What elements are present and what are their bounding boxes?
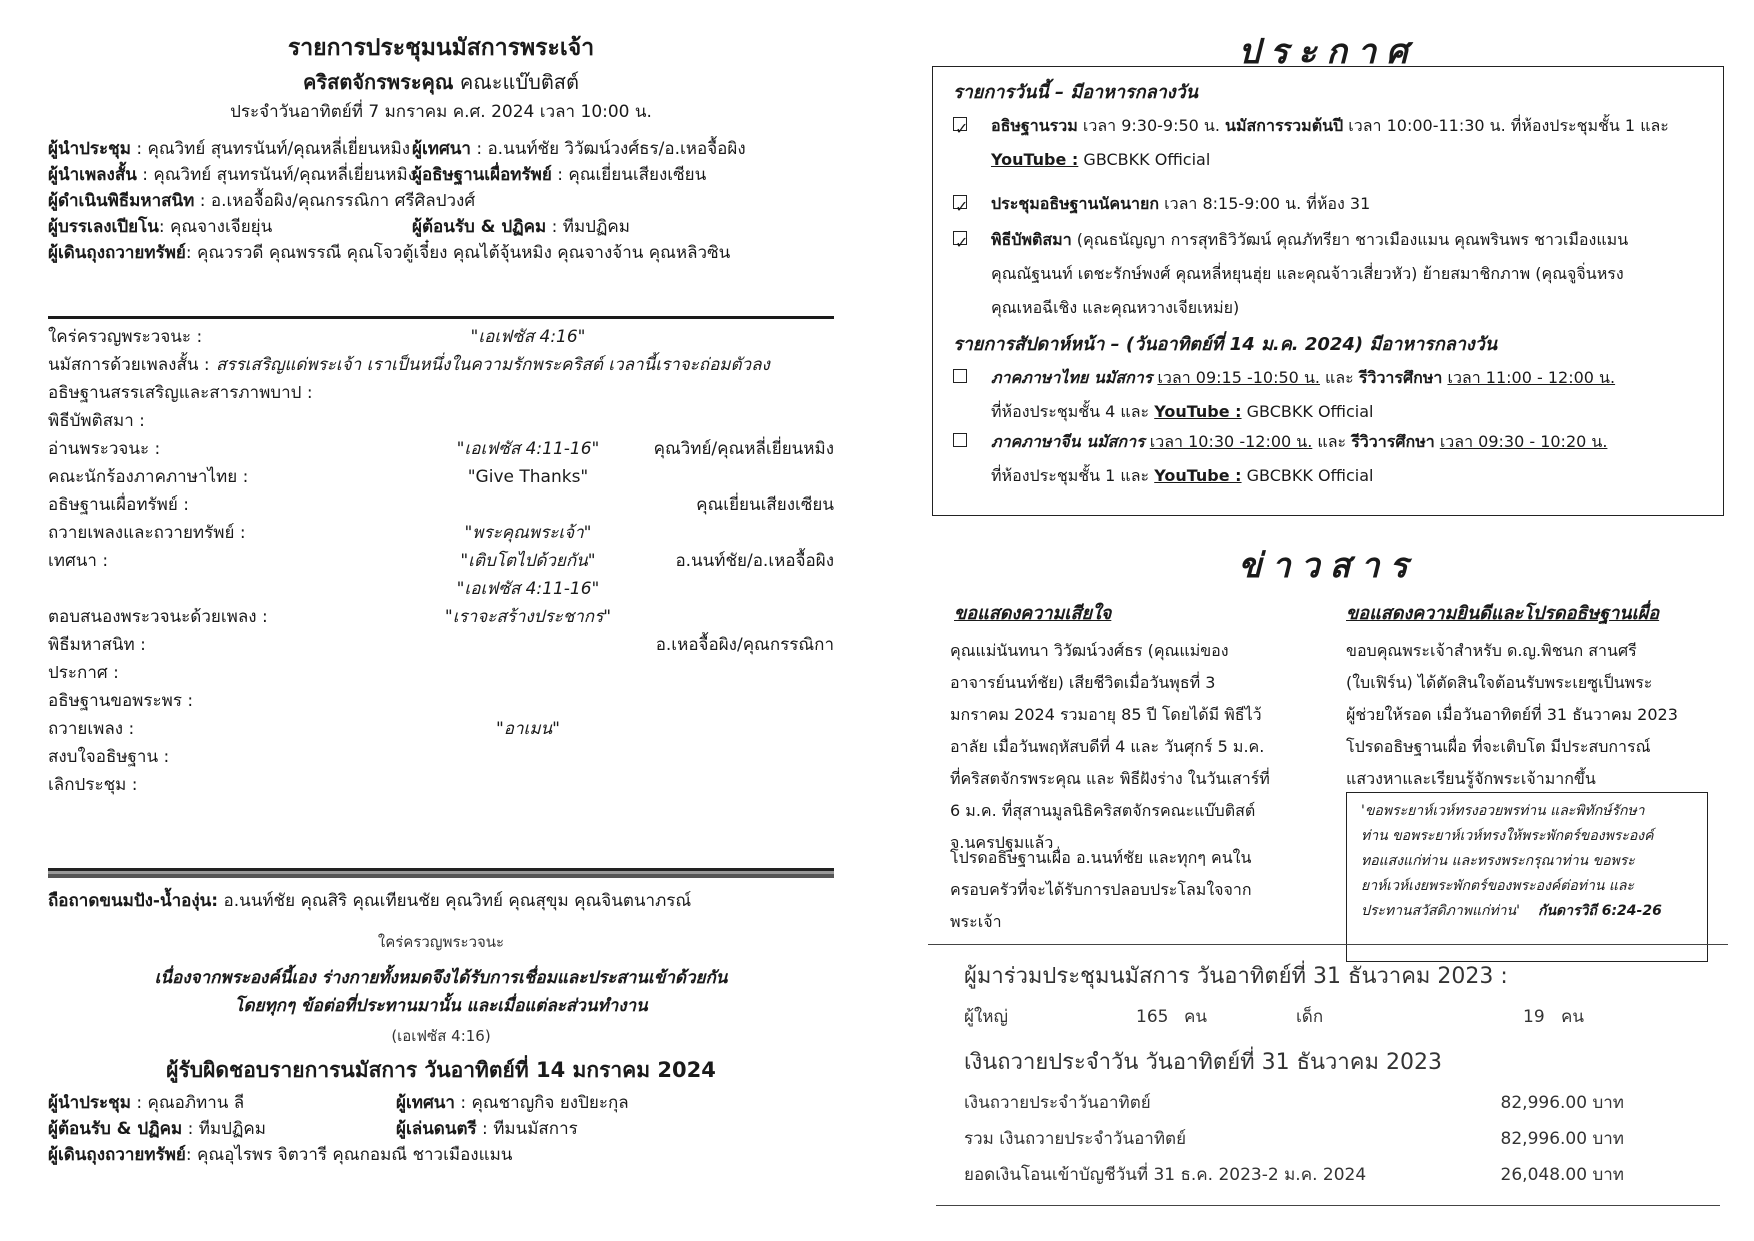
announcement-bold: อธิษฐานรวม	[991, 116, 1078, 135]
service-item-label: สงบใจอธิษฐาน :	[48, 747, 170, 767]
next-person-row	[48, 1142, 834, 1168]
checkbox-icon	[953, 231, 967, 245]
condolence-line: พระเจ้า	[950, 912, 1002, 931]
person-role-label	[48, 191, 475, 211]
service-item-label: คณะนักร้องภาคภาษาไทย :	[48, 467, 249, 487]
service-item-detail: สรรเสริญแด่พระเจ้า เราเป็นหนึ่งในความรักพระคริสต์ เวลานี้เราจะถ่อมตัวลง	[216, 355, 770, 375]
blessing-verse-line: ทอแสงแก่ท่าน และทรงพระกรุณาท่าน ขอพระ	[1361, 853, 1635, 869]
announcement-time: เวลา 10:30 -12:00 น.	[1149, 432, 1313, 451]
role-value: : คุณอุไรพร จิตวารี คุณกอมณี ชาวเมืองแมน	[185, 1145, 513, 1165]
next-week-heading: รายการสัปดาห์หน้า – (วันอาทิตย์ที่ 14 ม.ค. 2024) มีอาหารกลางวัน	[953, 334, 1498, 355]
congrats-heading: ขอแสดงความยินดีและโปรดอธิษฐานเผื่อ	[1346, 603, 1660, 624]
announcement-detail: และ	[1319, 368, 1359, 387]
announcement-detail: คุณณัฐนนท์ เตชะรักษ์พงศ์ คุณหลี่หยุนฮุ่ย และคุณจ้าวเสี่ยวหัว) ย้ายสมาชิกภาพ (คุณจูจิ่นหรง	[991, 264, 1624, 283]
service-item	[48, 434, 834, 464]
role-name: ผู้เดินถุงถวายทรัพย์	[48, 243, 186, 263]
service-item-label: เลิกประชุม :	[48, 775, 138, 795]
offering-label: ยอดเงินโอนเข้าบัญชีวันที่ 31 ธ.ค. 2023-2 ม.ค. 2024	[964, 1165, 1367, 1185]
offering-row	[964, 1092, 1624, 1114]
service-item	[48, 518, 834, 548]
next-week-title: ผู้รับผิดชอบรายการนมัสการ วันอาทิตย์ที่ 14 มกราคม 2024	[166, 1058, 716, 1082]
condolence-line: ที่คริสตจักรพระคุณ และ พิธีฝังร่าง ในวันเสาร์ที่	[950, 769, 1270, 788]
role-name: ผู้บรรเลงเปียโน	[48, 217, 159, 237]
announcement-detail: GBCBKK Official	[1241, 466, 1374, 485]
congrats-line: แสวงหาและเรียนรู้จักพระเจ้ามากขึ้น	[1346, 769, 1596, 788]
announcement-detail: เวลา 9:30-9:50 น.	[1077, 116, 1226, 135]
role-name: ผู้เทศนา	[412, 139, 471, 159]
service-item-label: พิธีบัพติสมา :	[48, 411, 145, 431]
service-item	[48, 770, 834, 800]
congrats-text	[1346, 635, 1716, 795]
next-person-role-label	[48, 1119, 266, 1139]
child-unit: คน	[1561, 1007, 1584, 1027]
role-value: : ทีมนมัสการ	[476, 1119, 578, 1139]
person-row	[48, 214, 834, 240]
condolence-line: คุณแม่นันทนา วิวัฒน์วงศ์ธร (คุณแม่ของ	[950, 641, 1229, 660]
person-role-label-2	[412, 162, 706, 188]
adult-unit: คน	[1184, 1007, 1207, 1027]
next-person-role-label-2	[396, 1090, 629, 1116]
service-item	[48, 742, 834, 772]
congrats-line: (ใบเฟิร์น) ได้ตัดสินใจต้อนรับพระเยซูเป็นพระ	[1346, 673, 1653, 692]
order-of-service	[48, 30, 834, 1220]
service-item	[48, 406, 834, 436]
checkbox-icon	[953, 195, 967, 209]
verse-line-1: เนื่องจากพระองค์นี้เอง ร่างกายทั้งหมดจึงได้รับการเชื่อมและประสานเข้าด้วยกัน	[154, 968, 728, 988]
announcement-bold: นมัสการรวมต้นปี	[1225, 116, 1344, 135]
service-item-label: ถวายเพลง :	[48, 719, 135, 739]
next-person-row	[48, 1116, 834, 1142]
person-row	[48, 162, 834, 188]
person-role-label-2	[412, 214, 630, 240]
role-value: : คุณเยี่ยนเสียงเซียน	[551, 165, 707, 185]
person-row	[48, 240, 834, 266]
service-item-label: ตอบสนองพระวจนะด้วยเพลง :	[48, 607, 268, 627]
person-row	[48, 188, 834, 214]
divider	[928, 944, 1728, 945]
announcement-line	[991, 459, 1713, 493]
condolence-heading: ขอแสดงความเสียใจ	[954, 603, 1112, 624]
offering-row	[964, 1164, 1624, 1186]
role-value: : คุณจางเจียยุ่น	[158, 217, 273, 237]
divider	[48, 316, 834, 319]
divider	[936, 1205, 1720, 1206]
service-item-label: อธิษฐานสรรเสริญและสารภาพบาป :	[48, 383, 313, 403]
service-item-label: อธิษฐานเผื่อทรัพย์ :	[48, 495, 189, 515]
meditate-title: ใคร่ครวญพระวจนะ	[377, 933, 505, 951]
service-item	[48, 350, 834, 380]
announcement-line	[991, 257, 1713, 291]
condolence-line: อาลัย เมื่อวันพฤหัสบดีที่ 4 และ วันศุกร์ 5 ม.ค.	[950, 737, 1265, 756]
service-item	[48, 630, 834, 660]
announcement-line: คุณเหอฉีเชิง และคุณหวางเจียเหม่ย)	[991, 298, 1240, 317]
service-item-label: ประกาศ :	[48, 663, 119, 683]
announcement-text	[991, 187, 1713, 221]
role-name: ผู้นำประชุม	[48, 139, 131, 159]
announcement-line	[991, 187, 1713, 221]
divider-thick	[48, 868, 834, 878]
next-person-role-label	[48, 1145, 512, 1165]
congrats-line: โปรดอธิษฐานเผื่อ ที่จะเติบโต มีประสบการณ์	[1346, 737, 1651, 756]
checkbox-icon	[953, 117, 967, 131]
child-count: 19	[1523, 1007, 1545, 1027]
announcement-detail: GBCBKK Official	[1078, 150, 1211, 169]
announcement-bold: พิธีบัพติสมา	[991, 230, 1072, 249]
service-item-label: ถวายเพลงและถวายทรัพย์ :	[48, 523, 246, 543]
service-item-label: อธิษฐานขอพระพร :	[48, 691, 194, 711]
blessing-verse-line: ยาห์เวห์เงยพระพักตร์ของพระองค์ต่อท่าน และ	[1361, 878, 1634, 894]
announcement-bold: รีวิวารศึกษา	[1351, 432, 1435, 451]
service-item	[48, 546, 834, 576]
role-name: ผู้ดำเนินพิธีมหาสนิท	[48, 191, 195, 211]
person-row	[48, 136, 834, 162]
person-role-label	[48, 243, 730, 263]
offering-amount: 26,048.00 บาท	[1500, 1165, 1624, 1185]
youtube-link: YouTube :	[991, 150, 1079, 169]
announcement-line	[991, 395, 1713, 429]
announcement-line	[991, 425, 1713, 459]
service-item	[48, 574, 834, 604]
condolence-line: โปรดอธิษฐานเผื่อ อ.นนท์ชัย และทุกๆ คนใน	[950, 848, 1252, 867]
blessing-verse-ref: กันดารวิถี 6:24-26	[1537, 903, 1662, 919]
service-item-detail: "เอเฟซัส 4:11-16"	[456, 439, 600, 459]
service-item-label: ใคร่ครวญพระวจนะ :	[48, 327, 203, 347]
service-title: รายการประชุมนมัสการพระเจ้า	[287, 35, 595, 61]
youtube-link: YouTube :	[1154, 402, 1242, 421]
condolence-line: 6 ม.ค. ที่สุสานมูลนิธิคริสตจักรคณะแบ๊บติสต์	[950, 801, 1256, 820]
communion-servers	[48, 888, 691, 914]
role-value: : คุณวิทย์ สุนทรนันท์/คุณหลี่เยี่ยนหมิง	[130, 139, 411, 159]
role-name: ผู้ต้อนรับ & ปฏิคม	[412, 217, 547, 237]
announcement-text	[991, 223, 1713, 325]
service-item-leader: คุณวิทย์/คุณหลี่เยี่ยนหมิง	[653, 439, 834, 459]
blessing-verse	[1346, 792, 1708, 962]
service-item-label: อ่านพระวจนะ :	[48, 439, 161, 459]
offering-amount: 82,996.00 บาท	[1500, 1129, 1624, 1149]
service-items	[48, 322, 834, 862]
announcement-text	[991, 361, 1713, 429]
announcement-detail: GBCBKK Official	[1241, 402, 1374, 421]
condolence-line: ครอบครัวที่จะได้รับการปลอบประโลมใจจาก	[950, 880, 1252, 899]
service-item-leader: คุณเยี่ยนเสียงเซียน	[696, 495, 834, 515]
condolence-line: อาจารย์นนท์ชัย) เสียชีวิตเมื่อวันพุธที่ 3	[950, 673, 1216, 692]
announcement-time: เวลา 09:15 -10:50 น.	[1157, 368, 1320, 387]
announcement-detail: (คุณธนัญญา การสุทธิวิวัฒน์ คุณภัทรียา ชาวเมืองแมน คุณพรินพร ชาวเมืองแมน	[1071, 230, 1629, 249]
role-value: : อ.นนท์ชัย วิวัฒน์วงศ์ธร/อ.เหอจื้อผิง	[470, 139, 746, 159]
person-role-label	[48, 165, 416, 185]
church-name	[48, 66, 834, 98]
communion-label: ถือถาดขนมปัง-น้ำองุ่น:	[48, 891, 219, 911]
person-role-label	[48, 217, 272, 237]
announcement-bold: ประชุมอธิษฐานนัคนายก	[991, 194, 1160, 213]
role-value: : คุณชาญกิจ ยงปิยะกุล	[454, 1093, 629, 1113]
announcement-line	[991, 223, 1713, 257]
blessing-verse-text	[1361, 799, 1693, 924]
service-item-detail: "อาเมน"	[495, 719, 561, 739]
next-person-role-label-2	[396, 1116, 578, 1142]
role-name: ผู้นำเพลงสั้น	[48, 165, 137, 185]
announcement-detail: เวลา 10:00-11:30 น. ที่ห้องประชุมชั้น 1 และ	[1343, 116, 1669, 135]
announcement-time: เวลา 09:30 - 10:20 น.	[1439, 432, 1608, 451]
service-item-leader: อ.นนท์ชัย/อ.เหอจื้อผิง	[675, 551, 834, 571]
announcement-detail: ที่ห้องประชุมชั้น 4 และ	[991, 402, 1155, 421]
blessing-verse-line: ท่าน ขอพระยาห์เวห์ทรงให้พระพักตร์ของพระองค์	[1361, 828, 1654, 844]
next-person-role-label	[48, 1093, 244, 1113]
announcement-box	[932, 66, 1724, 516]
condolence-text	[950, 635, 1310, 859]
role-value: : คุณอภิทาน ลี	[130, 1093, 245, 1113]
service-item	[48, 490, 834, 520]
next-person-row	[48, 1090, 834, 1116]
role-value: : ทีมปฏิคม	[182, 1119, 266, 1139]
service-item-label: นมัสการด้วยเพลงสั้น :	[48, 355, 210, 375]
checkbox-icon	[953, 369, 967, 383]
congrats-line: ผู้ช่วยให้รอด เมื่อวันอาทิตย์ที่ 31 ธันวาคม 2023	[1346, 705, 1678, 724]
service-item-detail: "พระคุณพระเจ้า"	[464, 523, 592, 543]
news-title: ข่าวสาร	[1238, 546, 1418, 586]
checkbox-icon	[953, 433, 967, 447]
role-name: ผู้นำประชุม	[48, 1093, 131, 1113]
offering-label: เงินถวายประจำวันอาทิตย์	[964, 1093, 1151, 1113]
blessing-verse-line: ประทานสวัสดิภาพแก่ท่าน' กันดารวิถี 6:24-26	[1361, 903, 1662, 919]
service-item	[48, 322, 834, 352]
service-item-detail: "เราจะสร้างประชากร"	[444, 607, 612, 627]
role-name: ผู้เล่นดนตรี	[396, 1119, 477, 1139]
right-column	[928, 30, 1728, 1220]
role-name: ผู้เดินถุงถวายทรัพย์	[48, 1145, 186, 1165]
announce-title: ประกาศ	[1238, 32, 1418, 72]
adult-count: 165	[1136, 1007, 1169, 1027]
today-heading: รายการวันนี้ – มีอาหารกลางวัน	[953, 82, 1198, 103]
service-item-detail: "เติบโตไปด้วยกัน"	[460, 551, 596, 571]
attendance-title: ผู้มาร่วมประชุมนมัสการ วันอาทิตย์ที่ 31 ธันวาคม 2023 :	[964, 964, 1508, 989]
youtube-link: YouTube :	[1154, 466, 1242, 485]
service-item	[48, 602, 834, 632]
service-item-detail: "เอเฟซัส 4:11-16"	[456, 579, 600, 599]
child-label: เด็ก	[1296, 1007, 1324, 1027]
offering-row	[964, 1128, 1624, 1150]
service-item-label: เทศนา :	[48, 551, 109, 571]
church-name-rest: คณะแบ๊บติสต์	[459, 70, 579, 94]
announcement-detail: ที่ห้องประชุมชั้น 1 และ	[991, 466, 1155, 485]
role-value: : คุณวรวดี คุณพรรณี คุณโจวตู้เจี๋ยง คุณไต้จุ้นหมิง คุณจางจ้าน คุณหลิวซิน	[185, 243, 731, 263]
person-role-label	[48, 139, 410, 159]
condolence-line: จ.นครปฐมแล้ว	[950, 833, 1054, 852]
announcement-bold: ภาคภาษาไทย นมัสการ	[991, 368, 1153, 387]
role-name: ผู้อธิษฐานเผื่อทรัพย์	[412, 165, 552, 185]
announcement-bold: รีวิวารศึกษา	[1358, 368, 1443, 387]
congrats-line: ขอบคุณพระเจ้าสำหรับ ด.ญ.พิชนก สานศรี	[1346, 641, 1637, 660]
adult-label: ผู้ใหญ่	[964, 1007, 1008, 1027]
service-item	[48, 658, 834, 688]
condolence-line: มกราคม 2024 รวมอายุ 85 ปี โดยได้มี พิธีไว้	[950, 705, 1262, 724]
service-item-detail: "เอเฟซัส 4:16"	[470, 327, 586, 347]
church-name-bold: คริสตจักรพระคุณ	[303, 70, 454, 94]
service-item	[48, 462, 834, 492]
service-item-leader: อ.เหอจื้อผิง/คุณกรรณิกา	[655, 635, 834, 655]
role-value: : อ.เหอจื้อผิง/คุณกรรณิกา ศรีศิลปวงศ์	[194, 191, 476, 211]
role-value: : ทีมปฏิคม	[546, 217, 630, 237]
service-item	[48, 378, 834, 408]
announcement-line	[991, 361, 1713, 395]
blessing-verse-line: 'ขอพระยาห์เวห์ทรงอวยพรท่าน และพิทักษ์รักษา	[1361, 803, 1645, 819]
announcement-text	[991, 109, 1713, 177]
service-date: ประจำวันอาทิตย์ที่ 7 มกราคม ค.ศ. 2024 เวลา 10:00 น.	[230, 102, 652, 122]
condolence-prayer	[950, 842, 1310, 938]
role-value: : คุณวิทย์ สุนทรนันท์/คุณหลี่เยี่ยนหมิง	[136, 165, 417, 185]
announcement-line	[991, 109, 1713, 143]
service-item	[48, 714, 834, 744]
person-role-label-2	[412, 136, 746, 162]
service-item-label: พิธีมหาสนิท :	[48, 635, 146, 655]
announcement-text	[991, 425, 1713, 493]
announcement-detail: และ	[1312, 432, 1352, 451]
service-item-detail: "Give Thanks"	[467, 467, 589, 487]
announcement-bold: ภาคภาษาจีน นมัสการ	[991, 432, 1145, 451]
communion-value: อ.นนท์ชัย คุณสิริ คุณเทียนชัย คุณวิทย์ คุณสุขุม คุณจินตนาภรณ์	[218, 891, 692, 911]
offering-label: รวม เงินถวายประจำวันอาทิตย์	[964, 1129, 1187, 1149]
announcement-line	[991, 143, 1713, 177]
announcement-detail: เวลา 8:15-9:00 น. ที่ห้อง 31	[1159, 194, 1371, 213]
offering-amount: 82,996.00 บาท	[1500, 1093, 1624, 1113]
verse-reference: (เอเฟซัส 4:16)	[391, 1027, 491, 1045]
announcement-time: เวลา 11:00 - 12:00 น.	[1447, 368, 1616, 387]
offering-title: เงินถวายประจำวัน วันอาทิตย์ที่ 31 ธันวาคม 2023	[964, 1050, 1442, 1075]
role-name: ผู้เทศนา	[396, 1093, 455, 1113]
service-item	[48, 686, 834, 716]
verse-line-2: โดยทุกๆ ข้อต่อที่ประทานมานั้น และเมื่อแต่ละส่วนทำงาน	[234, 996, 648, 1016]
role-name: ผู้ต้อนรับ & ปฏิคม	[48, 1119, 183, 1139]
